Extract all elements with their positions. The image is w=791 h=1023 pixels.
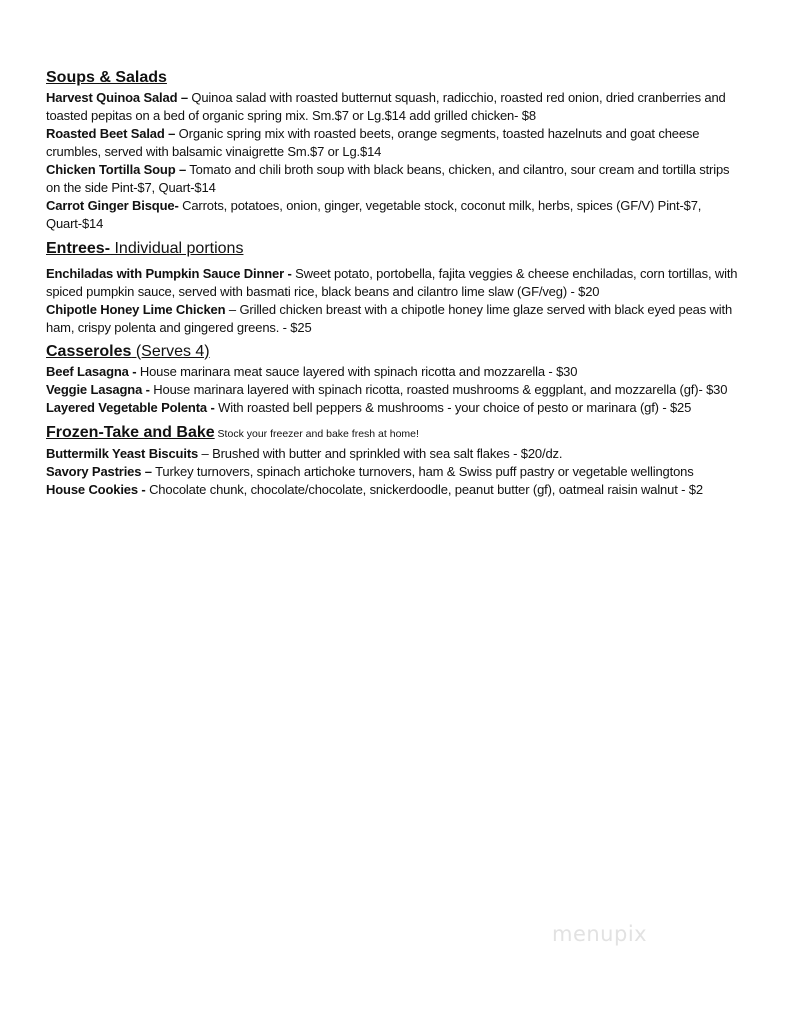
item-name: Chipotle Honey Lime Chicken [46, 302, 226, 317]
item-description: Chocolate chunk, chocolate/chocolate, snickerdoodle, peanut butter (gf), oatmeal raisin walnut - $2 [145, 482, 703, 497]
section-title: Casseroles [46, 343, 132, 360]
menupix-watermark: menupix [552, 922, 648, 946]
menu-item [46, 445, 746, 463]
item-name: Roasted Beet Salad – [46, 126, 176, 141]
item-description: – Brushed with butter and sprinkled with sea salt flakes - $20/dz. [198, 446, 563, 461]
menu-item [46, 301, 746, 337]
item-description: Quinoa salad with roasted butternut squash, radicchio, roasted red onion, dried cranberries and toasted pepitas on a bed of organic spring mix. Sm.$7 or Lg.$14 add grilled chicken- $8 [46, 90, 726, 123]
section-title: Frozen-Take and Bake [46, 424, 215, 441]
section-title: Entrees- [46, 240, 111, 257]
item-description: Turkey turnovers, spinach artichoke turnovers, ham & Swiss puff pastry or vegetable wellingtons [151, 464, 694, 479]
menu-item [46, 125, 746, 161]
section-casseroles [46, 342, 746, 417]
section-subtitle: (Serves 4) [131, 343, 210, 360]
item-description: Tomato and chili broth soup with black beans, chicken, and cilantro, sour cream and tortilla strips on the side Pint-$7, Quart-$14 [46, 162, 730, 195]
section-heading [46, 68, 746, 88]
item-name: Savory Pastries – [46, 464, 152, 479]
item-name: House Cookies - [46, 482, 146, 497]
section-soups-salads [46, 68, 746, 233]
section-note: Stock your freezer and bake fresh at home! [214, 428, 419, 440]
section-heading [46, 342, 746, 362]
item-name: Layered Vegetable Polenta - [46, 400, 215, 415]
menu-item [46, 363, 746, 381]
menu-item [46, 381, 746, 399]
item-description: House marinara layered with spinach ricotta, roasted mushrooms & eggplant, and mozzarella (gf)- $30 [149, 382, 728, 397]
item-name: Buttermilk Yeast Biscuits [46, 446, 199, 461]
menu-item [46, 265, 746, 301]
item-description: – Grilled chicken breast with a chipotle honey lime glaze served with black eyed peas with ham, crispy polenta and gingered greens. - $25 [46, 302, 733, 335]
item-description: Carrots, potatoes, onion, ginger, vegetable stock, coconut milk, herbs, spices (GF/V) Pint-$7, Quart-$14 [46, 198, 702, 231]
menu-item [46, 197, 746, 233]
section-entrees [46, 239, 746, 337]
section-frozen-take-and-bake [46, 423, 746, 499]
item-description: With roasted bell peppers & mushrooms - your choice of pesto or marinara (gf) - $25 [214, 400, 692, 415]
section-heading [46, 239, 746, 259]
item-description: House marinara meat sauce layered with spinach ricotta and mozzarella - $30 [136, 364, 578, 379]
section-subtitle: Individual portions [110, 240, 244, 257]
menu-item [46, 399, 746, 417]
menu-item [46, 463, 746, 481]
item-name: Enchiladas with Pumpkin Sauce Dinner - [46, 266, 292, 281]
item-name: Beef Lasagna - [46, 364, 137, 379]
item-description: Organic spring mix with roasted beets, orange segments, toasted hazelnuts and goat cheese crumbles, served with balsamic vinaigrette Sm.$7 or Lg.$14 [46, 126, 700, 159]
item-name: Chicken Tortilla Soup – [46, 162, 187, 177]
section-heading [46, 423, 746, 444]
menu-item [46, 89, 746, 125]
item-name: Harvest Quinoa Salad – [46, 90, 188, 105]
menu-item [46, 161, 746, 197]
item-description: Sweet potato, portobella, fajita veggies & cheese enchiladas, corn tortillas, with spiced pumpkin sauce, served with basmati rice, black beans and cilantro lime slaw (GF/veg) - $20 [46, 266, 738, 299]
menu-item [46, 481, 746, 499]
menu-page [46, 68, 746, 499]
item-name: Carrot Ginger Bisque- [46, 198, 179, 213]
item-name: Veggie Lasagna - [46, 382, 150, 397]
section-title: Soups & Salads [46, 69, 167, 86]
